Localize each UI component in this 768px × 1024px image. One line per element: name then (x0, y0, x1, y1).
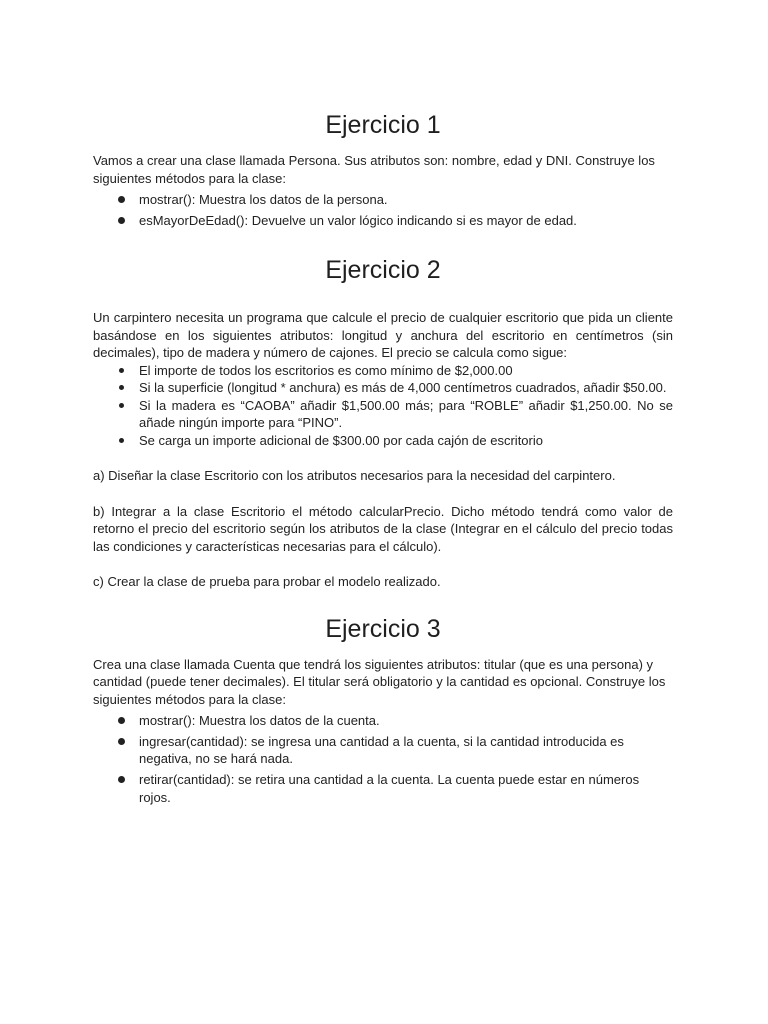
list-item-text: retirar(cantidad): se retira una cantidad a la cuenta. La cuenta puede estar en números rojos. (139, 772, 640, 805)
list-item-text: esMayorDeEdad(): Devuelve un valor lógico indicando si es mayor de edad. (139, 212, 577, 228)
ejercicio-2-part-b: b) Integrar a la clase Escritorio el método calcularPrecio. Dicho método tendrá como valor de retorno el precio del escritorio según los atributos de la clase (Integrar en el cálculo del precio todas las condiciones y características necesarias para el cálculo). (93, 503, 673, 554)
ejercicio-3-section (93, 614, 673, 807)
bullet-icon (119, 385, 124, 390)
ejercicio-2-section (93, 255, 673, 591)
bullet-icon (119, 438, 124, 443)
ejercicio-2-part-c: c) Crear la clase de prueba para probar el modelo realizado. (93, 574, 441, 589)
bullet-icon (118, 776, 125, 783)
list-item-text: mostrar(): Muestra los datos de la cuenta. (139, 712, 380, 728)
list-item-text: ingresar(cantidad): se ingresa una cantidad a la cuenta, si la cantidad introducida es negativa, no se hará nada. (139, 733, 624, 766)
document-content (93, 110, 673, 806)
list-item-text: Se carga un importe adicional de $300.00 por cada cajón de escritorio (139, 432, 543, 448)
ejercicio-2-title: Ejercicio 2 (325, 256, 441, 284)
list-item-text: Si la superficie (longitud * anchura) es más de 4,000 centímetros cuadrados, añadir $50.00. (139, 380, 667, 395)
list-item (93, 771, 673, 806)
list-item (93, 191, 673, 209)
list-item (93, 432, 673, 450)
bullet-icon (118, 196, 125, 203)
ejercicio-2-intro: Un carpintero necesita un programa que calcule el precio de cualquier escritorio que pida un cliente basándose en los siguientes atributos: longitud y anchura del escritorio en centímetros (sin decimales), tipo de madera y número de cajones. El precio se calcula como sigue: (93, 310, 673, 360)
bullet-icon (119, 368, 124, 373)
list-item (93, 397, 673, 432)
ejercicio-2-list (93, 362, 673, 450)
ejercicio-1-section (93, 110, 673, 229)
ejercicio-3-title: Ejercicio 3 (325, 614, 441, 643)
list-item (93, 379, 673, 397)
list-item (93, 712, 673, 730)
list-item-text: Si la madera es “CAOBA” añadir $1,500.00 más; para “ROBLE” añadir $1,250.00. No se añade ningún importe para “PINO”. (139, 397, 673, 430)
list-item (93, 733, 673, 768)
bullet-icon (118, 738, 125, 745)
bullet-icon (118, 217, 125, 224)
list-item-text: El importe de todos los escritorios es como mínimo de $2,000.00 (139, 362, 513, 378)
ejercicio-2-part-a: a) Diseñar la clase Escritorio con los atributos necesarios para la necesidad del carpintero. (93, 468, 616, 483)
bullet-icon (119, 403, 124, 408)
ejercicio-1-list (93, 191, 673, 230)
bullet-icon (118, 717, 125, 724)
ejercicio-1-title: Ejercicio 1 (325, 111, 441, 139)
list-item-text: mostrar(): Muestra los datos de la persona. (139, 191, 388, 207)
list-item (93, 212, 673, 230)
ejercicio-3-list (93, 712, 673, 807)
ejercicio-1-intro: Vamos a crear una clase llamada Persona. Sus atributos son: nombre, edad y DNI. Construye los siguientes métodos para la clase: (93, 153, 655, 186)
list-item (93, 362, 673, 380)
ejercicio-3-intro: Crea una clase llamada Cuenta que tendrá los siguientes atributos: titular (que es una persona) y cantidad (puede tener decimales). El titular será obligatorio y la cantidad es opcional. Construye los siguientes métodos para la clase: (93, 656, 666, 707)
